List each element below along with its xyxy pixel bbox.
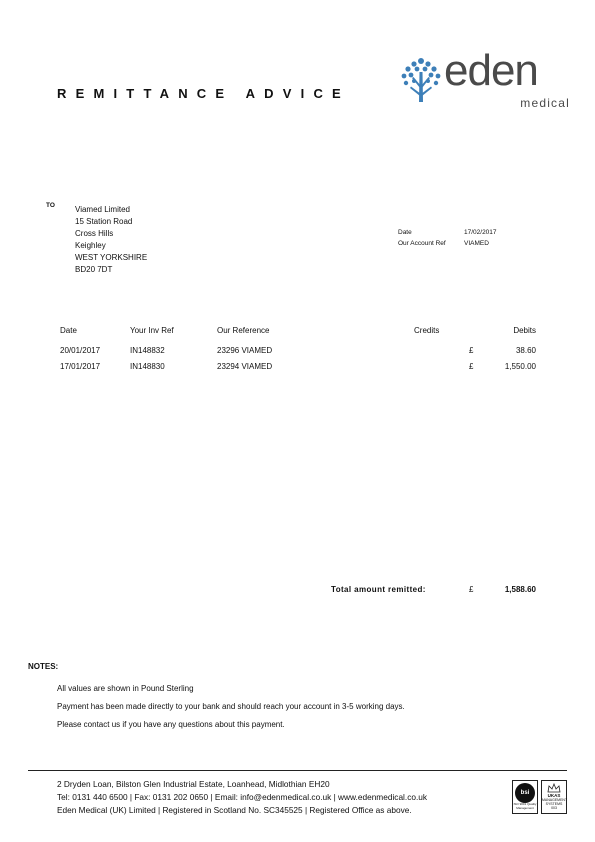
row-inv-ref: IN148832 <box>130 346 165 355</box>
header-debits: Debits <box>513 326 536 335</box>
footer-text <box>57 778 427 817</box>
header-date: Date <box>60 326 77 335</box>
footer-divider <box>28 770 567 771</box>
meta-ref-row <box>398 238 497 249</box>
row-debit: 1,550.00 <box>504 362 536 371</box>
header-inv-ref: Your Inv Ref <box>130 326 174 335</box>
logo-sub-text: medical <box>520 96 570 110</box>
meta-date-row <box>398 227 497 238</box>
total-currency: £ <box>469 585 474 594</box>
tree-icon <box>400 56 442 104</box>
address-line: Viamed Limited <box>75 205 130 214</box>
document-title: REMITTANCE ADVICE <box>57 86 350 101</box>
total-amount: 1,588.60 <box>504 585 536 594</box>
row-currency: £ <box>469 346 474 355</box>
crown-icon <box>547 783 561 793</box>
address-line: Keighley <box>75 241 106 250</box>
ukas-text: MANAGEMENT SYSTEMS <box>542 798 568 806</box>
meta-date-value: 17/02/2017 <box>464 229 497 236</box>
recipient-label: TO <box>46 202 55 209</box>
header-our-ref: Our Reference <box>217 326 270 335</box>
footer-address: 2 Dryden Loan, Bilston Glen Industrial Estate, Loanhead, Midlothian EH20 <box>57 779 330 789</box>
footer-registration: Eden Medical (UK) Limited | Registered in Scotland No. SC345525 | Registered Office as above. <box>57 805 412 815</box>
meta-ref-label: Our Account Ref <box>398 240 446 247</box>
notes-title: NOTES: <box>28 662 59 671</box>
row-currency: £ <box>469 362 474 371</box>
logo-brand-text: eden <box>444 46 538 95</box>
row-inv-ref: IN148830 <box>130 362 165 371</box>
row-our-ref: 23294 VIAMED <box>217 362 273 371</box>
company-logo <box>400 46 572 114</box>
bsi-certification-badge <box>512 780 538 814</box>
header-credits: Credits <box>414 326 440 335</box>
document-meta <box>398 227 497 249</box>
note-line: Please contact us if you have any questions about this payment. <box>57 720 285 729</box>
bsi-mark: bsi <box>515 783 535 803</box>
address-line: 15 Station Road <box>75 217 133 226</box>
address-line: BD20 7DT <box>75 265 113 274</box>
footer-contact: Tel: 0131 440 6500 | Fax: 0131 202 0650 | Email: info@edenmedical.co.uk | www.edenmedical.co.uk <box>57 792 428 802</box>
row-debit: 38.60 <box>515 346 536 355</box>
ukas-certification-badge <box>541 780 567 814</box>
row-date: 20/01/2017 <box>60 346 101 355</box>
total-label: Total amount remitted: <box>331 585 426 594</box>
note-line: All values are shown in Pound Sterling <box>57 684 194 693</box>
ukas-number: 003 <box>551 806 557 810</box>
ukas-mark: UKAS <box>547 793 561 798</box>
note-line: Payment has been made directly to your bank and should reach your account in 3-5 working days. <box>57 702 405 711</box>
meta-ref-value: VIAMED <box>464 240 489 247</box>
recipient-address <box>75 204 147 276</box>
address-line: WEST YORKSHIRE <box>75 253 148 262</box>
meta-date-label: Date <box>398 229 412 236</box>
row-date: 17/01/2017 <box>60 362 101 371</box>
row-our-ref: 23296 VIAMED <box>217 346 273 355</box>
address-line: Cross Hills <box>75 229 114 238</box>
bsi-text: ISO 9001 Quality Management <box>513 802 537 810</box>
